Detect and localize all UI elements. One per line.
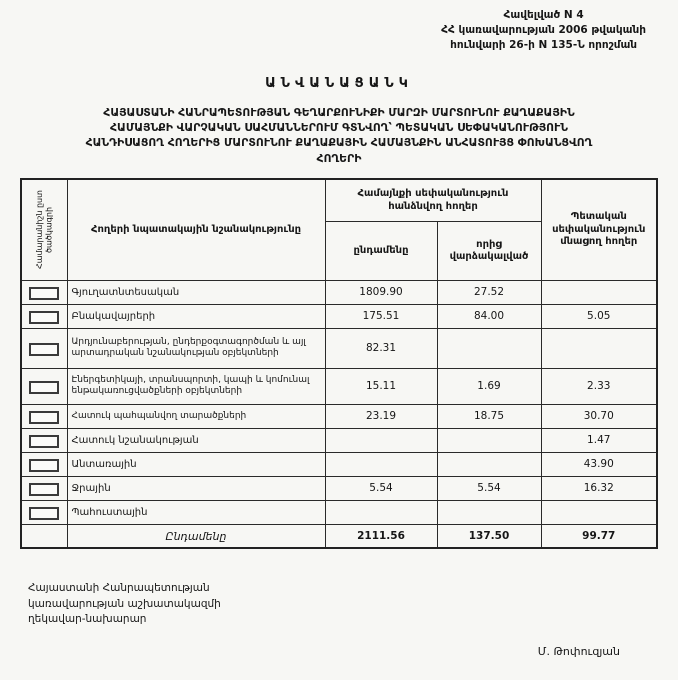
- total-value-cell: 99.77: [541, 524, 657, 548]
- value-cell: 175.51: [325, 304, 437, 328]
- value-cell: [437, 428, 541, 452]
- total-value-cell: 2111.56: [325, 524, 437, 548]
- signatory-title-line: Հայաստանի Հանրապետության: [28, 581, 210, 594]
- col-header-community-group: Համայնքի սեփականություն հանձնվող հողեր: [325, 179, 541, 222]
- value-cell: 16.32: [541, 476, 657, 500]
- value-cell: 15.11: [325, 368, 437, 404]
- purpose-cell: Էներգետիկայի, տրանսպորտի, կապի և կոմունալ ենթակառուցվածքների օբյեկտների: [67, 368, 325, 404]
- code-cell: [21, 280, 67, 304]
- table-row: [21, 404, 657, 428]
- land-table: [20, 178, 658, 550]
- table-row: [21, 368, 657, 404]
- signatory-name: Մ. Թոփուզյան: [537, 645, 620, 658]
- total-row: [21, 524, 657, 548]
- code-cell: [21, 476, 67, 500]
- value-cell: 30.70: [541, 404, 657, 428]
- value-cell: 82.31: [325, 328, 437, 368]
- code-box: [29, 311, 59, 324]
- value-cell: 1.47: [541, 428, 657, 452]
- col-header-state: Պետական սեփականություն մնացող հողեր: [541, 179, 657, 281]
- table-row: [21, 452, 657, 476]
- value-cell: 5.54: [325, 476, 437, 500]
- purpose-cell: Պահուստային: [67, 500, 325, 524]
- col-header-total: ընդամենը: [325, 222, 437, 281]
- value-cell: [325, 500, 437, 524]
- purpose-cell: Անտառային: [67, 452, 325, 476]
- value-cell: 18.75: [437, 404, 541, 428]
- document-title: ԱՆՎԱՆԱՑԱՆԿ: [265, 75, 413, 91]
- value-cell: [437, 452, 541, 476]
- value-cell: 5.05: [541, 304, 657, 328]
- appendix-line: ՀՀ կառավարության 2006 թվականի: [441, 24, 646, 37]
- table-row: [21, 428, 657, 452]
- code-cell: [21, 428, 67, 452]
- document-subtitle-line: ՀԱՄԱՅՆՔԻ ՎԱՐՉԱԿԱՆ ՍԱՀՄԱՆՆԵՐՈՒՄ ԳՏՆՎՈՂ՝ ՊԵՏԱԿԱՆ ՍԵՓԱԿԱՆՈՒԹՅՈՒՆ: [110, 120, 568, 134]
- signatory-title-block: [28, 581, 221, 628]
- appendix-note: [441, 8, 646, 54]
- signatory-title-line: կառավարության աշխատակազմի: [28, 597, 221, 610]
- signatory-title-line: ղեկավար-նախարար: [28, 613, 147, 626]
- purpose-cell: Հատուկ պահպանվող տարածքների: [67, 404, 325, 428]
- value-cell: [325, 452, 437, 476]
- total-value-cell: 137.50: [437, 524, 541, 548]
- value-cell: 23.19: [325, 404, 437, 428]
- value-cell: [541, 280, 657, 304]
- appendix-line: հունվարի 26-ի N 135-Ն որոշման: [450, 39, 638, 52]
- value-cell: [541, 500, 657, 524]
- col-header-code: [21, 179, 67, 281]
- value-cell: [541, 328, 657, 368]
- purpose-cell: Ջրային: [67, 476, 325, 500]
- code-cell: [21, 404, 67, 428]
- code-box: [29, 343, 59, 356]
- table-row: [21, 280, 657, 304]
- value-cell: 43.90: [541, 452, 657, 476]
- code-box: [29, 483, 59, 496]
- code-cell: [21, 452, 67, 476]
- table-row: [21, 328, 657, 368]
- document-subtitle-line: ՀՈՂԵՐԻ: [316, 151, 362, 165]
- col-header-leased: որից վարձակալված: [437, 222, 541, 281]
- table-row: [21, 304, 657, 328]
- total-label: Ընդամենը: [67, 524, 325, 548]
- code-box: [29, 459, 59, 472]
- code-box: [29, 287, 59, 300]
- code-box: [29, 435, 59, 448]
- appendix-line: Հավելված N 4: [503, 9, 584, 21]
- code-cell: [21, 500, 67, 524]
- value-cell: 1.69: [437, 368, 541, 404]
- table-header-row: [21, 179, 657, 222]
- code-box: [29, 411, 59, 424]
- code-box: [29, 381, 59, 394]
- value-cell: 27.52: [437, 280, 541, 304]
- value-cell: 1809.90: [325, 280, 437, 304]
- table-row: [21, 500, 657, 524]
- purpose-cell: Հատուկ նշանակության: [67, 428, 325, 452]
- col-header-purpose: Հողերի նպատակային նշանակությունը: [67, 179, 325, 281]
- purpose-cell: Գյուղատնտեսական: [67, 280, 325, 304]
- code-box: [29, 507, 59, 520]
- value-cell: 84.00: [437, 304, 541, 328]
- purpose-cell: Արդյունաբերության, ընդերքօգտագործման և այլ արտադրական նշանակության օբյեկտների: [67, 328, 325, 368]
- value-cell: 5.54: [437, 476, 541, 500]
- value-cell: 2.33: [541, 368, 657, 404]
- value-cell: [437, 328, 541, 368]
- document-subtitle-line: ՀԱՅԱՍՏԱՆԻ ՀԱՆՐԱՊԵՏՈՒԹՅԱՆ ԳԵՂԱՐՔՈՒՆԻՔԻ ՄԱՐԶԻ ՄԱՐՏՈՒՆՈՒ ՔԱՂԱՔԱՅԻՆ: [103, 105, 575, 119]
- col-header-code-label: Համարանիշն ըստ ծածկագրի: [34, 190, 54, 270]
- code-cell: [21, 524, 67, 548]
- table-row: [21, 476, 657, 500]
- document-subtitle-line: ՀԱՆԴԻՍԱՑՈՂ ՀՈՂԵՐԻՑ ՄԱՐՏՈՒՆՈՒ ՔԱՂԱՔԱՅԻՆ ՀԱՄԱՅՆՔԻՆ ԱՆՀԱՏՈՒՅՑ ՓՈԽԱՆՑՎՈՂ: [85, 136, 593, 150]
- value-cell: [325, 428, 437, 452]
- code-cell: [21, 328, 67, 368]
- purpose-cell: Բնակավայրերի: [67, 304, 325, 328]
- code-cell: [21, 304, 67, 328]
- value-cell: [437, 500, 541, 524]
- document-subtitle: [31, 105, 647, 166]
- code-cell: [21, 368, 67, 404]
